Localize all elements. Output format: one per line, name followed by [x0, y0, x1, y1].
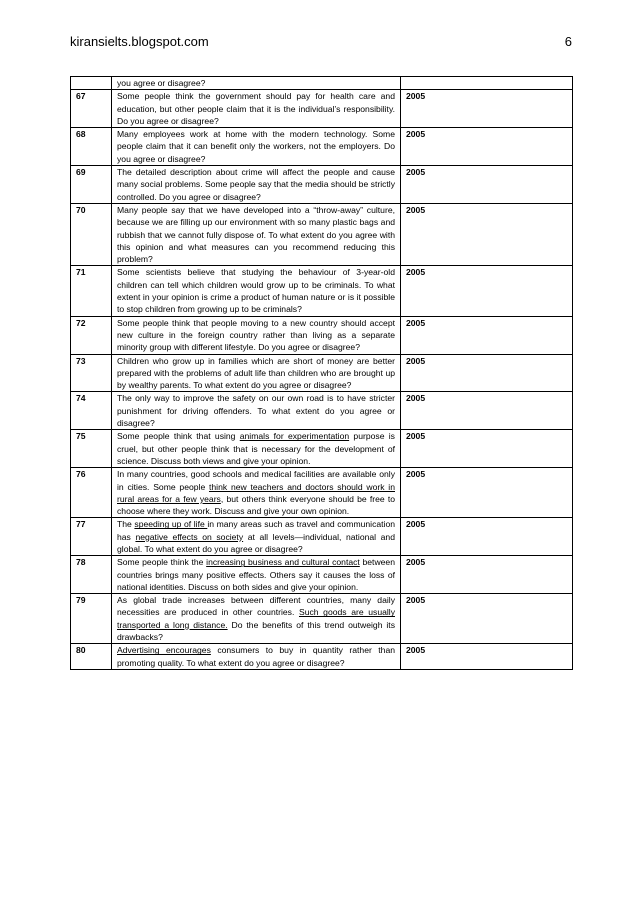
question-number: 78: [71, 556, 112, 594]
question-year: 2005: [401, 354, 573, 392]
question-year: 2005: [401, 166, 573, 204]
page-number: 6: [564, 34, 572, 49]
question-number: 71: [71, 266, 112, 316]
question-year: 2005: [401, 90, 573, 128]
table-row: [71, 594, 573, 644]
question-year: 2005: [401, 392, 573, 430]
question-text: [112, 594, 401, 644]
questions-table: [70, 76, 573, 670]
text-segment: in many areas such as travel and communication has: [117, 519, 395, 542]
question-year: 2005: [401, 518, 573, 556]
question-text: [112, 128, 401, 166]
continued-row: [71, 77, 573, 90]
text-segment: Many people say that we have developed into a “throw-away” culture, because we are filling up our environment with so many plastic bags and rubbish that we cannot fully dispose of. To what extent do you agree with this opinion and what measures can you recommend reducing this problem?: [117, 204, 395, 265]
question-text: [112, 266, 401, 316]
text-segment: at all levels—individual, national and global. To what extent do you agree or disagree?: [117, 531, 395, 554]
text-segment: Some people think the government should pay for health care and education, but other people claim that it is the individual’s responsibility. Do you agree or disagree?: [117, 91, 395, 126]
text-segment: The detailed description about crime will affect the people and cause many social problems. Some people say that the media should be strictly controlled. Do you agree or disagree?: [117, 167, 395, 202]
table-row: [71, 266, 573, 316]
text-segment: As global trade increases between different countries, many daily necessities are produced in other countries.: [117, 595, 395, 618]
question-text: [112, 430, 401, 468]
underlined-phrase: think new teachers and doctors should work in rural areas for a few years: [117, 481, 395, 504]
question-year: 2005: [401, 316, 573, 354]
text-segment: purpose is cruel, but other people think that is necessary for the development of science. Discuss both views and give your opinion.: [117, 431, 395, 466]
question-year: 2005: [401, 644, 573, 670]
question-year: 2005: [401, 594, 573, 644]
underlined-phrase: Advertising encourages: [117, 645, 211, 656]
question-number: 76: [71, 468, 112, 518]
question-number: 72: [71, 316, 112, 354]
table-row: [71, 354, 573, 392]
underlined-phrase: Such goods are usually transported a long distance.: [117, 607, 395, 630]
text-segment: between countries brings many positive effects. Others say it causes the loss of national identities. Discuss on both sides and give your opinion.: [117, 557, 395, 592]
table-row: [71, 316, 573, 354]
question-number: 80: [71, 644, 112, 670]
question-year: 2005: [401, 203, 573, 265]
text-segment: Some people think that people moving to a new country should accept new culture in the foreign country rather than living as a separate minority group with different lifestyle. Do you agree or disagree?: [117, 317, 395, 353]
table-row: [71, 468, 573, 518]
table-row: [71, 166, 573, 204]
question-number: 74: [71, 392, 112, 430]
text-segment: Some people think the: [117, 557, 207, 568]
question-year: 2005: [401, 430, 573, 468]
question-number: 75: [71, 430, 112, 468]
question-number: 68: [71, 128, 112, 166]
question-text: [112, 392, 401, 430]
question-year: 2005: [401, 128, 573, 166]
underlined-phrase: negative effects on society: [135, 531, 244, 542]
question-text: you agree or disagree?: [112, 77, 401, 90]
site-name: kiransielts.blogspot.com: [70, 34, 209, 49]
table-row: [71, 430, 573, 468]
question-text: [112, 354, 401, 392]
question-text: [112, 644, 401, 670]
underlined-phrase: increasing business and cultural contact: [206, 557, 360, 568]
question-text: [112, 166, 401, 204]
table-row: [71, 128, 573, 166]
table-row: [71, 518, 573, 556]
page-header: [66, 34, 572, 52]
table-row: [71, 644, 573, 670]
row-number-cell: [71, 77, 112, 90]
text-segment: The: [117, 519, 135, 530]
question-text: [112, 316, 401, 354]
text-segment: Children who grow up in families which are short of money are better prepared with the problems of adult life than children who are brought up by wealthy parents. To what extent do you agree or disagree?: [117, 355, 395, 391]
text-segment: consumers to buy in quantity rather than promoting quality. To what extent do you agree or disagree?: [117, 645, 395, 668]
questions-table-body: [71, 77, 573, 670]
question-year: 2005: [401, 468, 573, 518]
question-number: 73: [71, 354, 112, 392]
question-text: [112, 518, 401, 556]
text-segment: Many employees work at home with the modern technology. Some people claim that it can benefit only the workers, not the employers. Do you agree or disagree?: [117, 129, 395, 164]
question-text: [112, 468, 401, 518]
question-text: [112, 90, 401, 128]
text-segment: In many countries, good schools and medical facilities are available only in cities. Some people: [117, 469, 395, 492]
question-text: [112, 556, 401, 594]
question-text: [112, 203, 401, 265]
underlined-phrase: animals for experimentation: [239, 431, 350, 442]
question-number: 77: [71, 518, 112, 556]
table-row: [71, 203, 573, 265]
question-number: 67: [71, 90, 112, 128]
year-cell: [401, 77, 573, 90]
table-row: [71, 90, 573, 128]
underlined-phrase: speeding up of life: [134, 519, 208, 530]
question-year: 2005: [401, 556, 573, 594]
question-number: 70: [71, 203, 112, 265]
question-number: 79: [71, 594, 112, 644]
text-segment: The only way to improve the safety on our own road is to have stricter punishment for driving offenders. To what extent do you agree or disagree?: [117, 393, 395, 429]
question-number: 69: [71, 166, 112, 204]
text-segment: Do the benefits of this trend outweigh its drawbacks?: [117, 619, 395, 643]
table-row: [71, 392, 573, 430]
question-year: 2005: [401, 266, 573, 316]
table-row: [71, 556, 573, 594]
text-segment: Some scientists believe that studying the behaviour of 3-year-old children can tell which children would grow up to be criminals. To what extent in your opinion is crime a product of human nature or is it possible to stop children from growing up to be criminals?: [117, 267, 395, 315]
text-segment: Some people think that using: [117, 431, 240, 442]
text-segment: , but others think everyone should be free to choose where they work. Discuss and give your own opinion.: [117, 493, 395, 517]
